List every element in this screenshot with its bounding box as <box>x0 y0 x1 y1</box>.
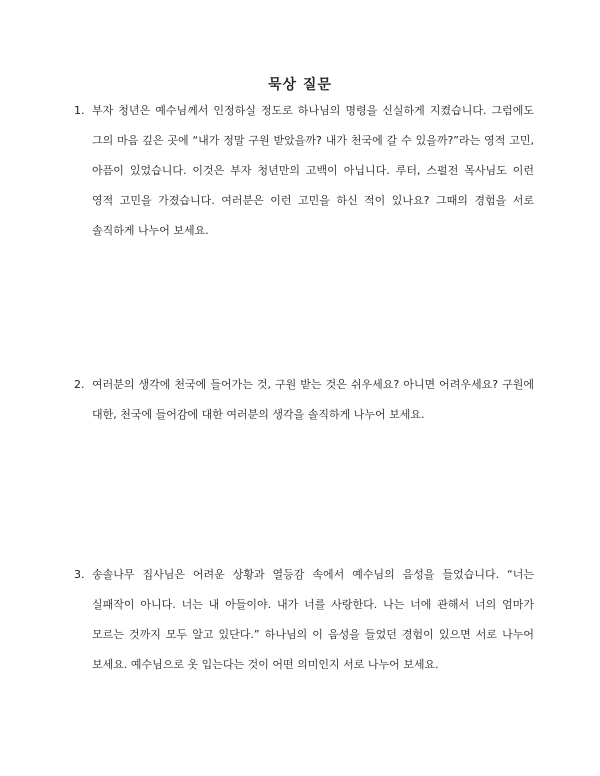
question-text: 송솔나무 집사님은 어려운 상황과 열등감 속에서 예수님의 음성을 들었습니다. “너는 실패작이 아니다. 너는 내 아들이야. 내가 너를 사랑한다. 나는 너에 관해서 너의 엄마가 모르는 것까지 모두 알고 있단다.” 하나님의 이 음성을 들었던 경험이 있으면 서로 나누어 보세요. 예수님으로 옷 입는다는 것이 어떤 의미인지 서로 나누어 보세요. <box>92 568 534 671</box>
question-number: 1. <box>74 104 85 117</box>
question-text: 여러분의 생각에 천국에 들어가는 것, 구원 받는 것은 쉬우세요? 아니면 어려우세요? 구원에 대한, 천국에 들어감에 대한 여러분의 생각을 솔직하게 나누어 보세요. <box>92 378 534 421</box>
question-text: 부자 청년은 예수님께서 인정하실 정도로 하나님의 명령을 신실하게 지켰습니다. 그럼에도 그의 마음 깊은 곳에 “내가 정말 구원 받았을까? 내가 천국에 갈 수 있을까?”라는 영적 고민, 아픔이 있었습니다. 이것은 부자 청년만의 고백이 아닙니다. 루터, 스펄전 목사님도 이런 영적 고민을 가졌습니다. 여러분은 이런 고민을 하신 적이 있나요? 그때의 경험을 서로 솔직하게 나누어 보세요. <box>92 104 534 237</box>
question-number: 3. <box>74 568 85 581</box>
question-item-3 <box>74 560 534 680</box>
question-number: 2. <box>74 378 85 391</box>
question-item-2 <box>74 370 534 430</box>
page-title: 묵상 질문 <box>268 77 332 93</box>
question-item-1 <box>74 96 534 246</box>
